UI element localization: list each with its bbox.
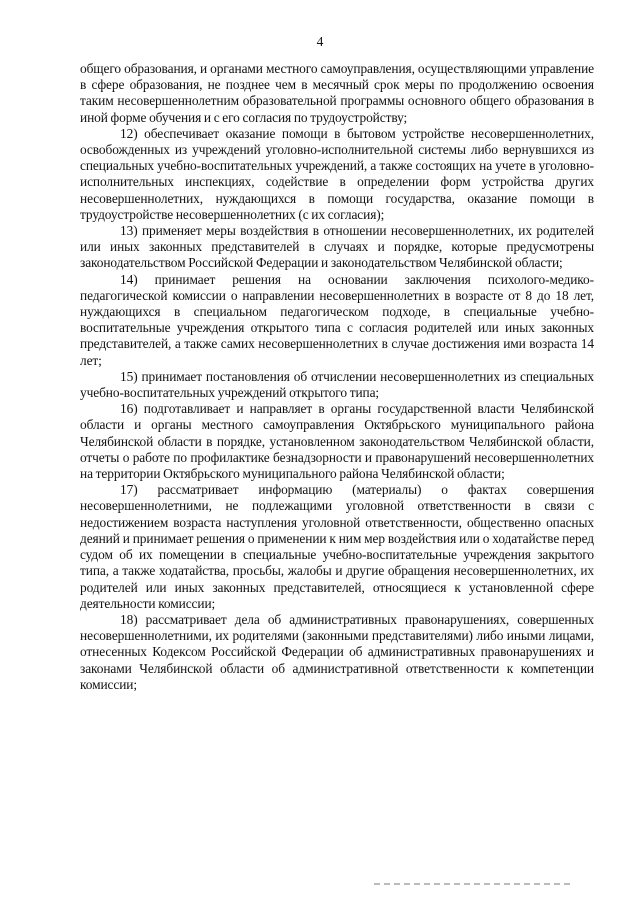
paragraph-item-17: 17) рассматривает информацию (материалы) о фактах совершения несовершеннолетними, не подлежащими уголовной ответственности в связи с недостижением возраста наступления уголовной ответственности, общественно опасных деяний и принимает решения о применении к ним мер воздействия или о ходатайстве перед судом об их помещении в специальные учебно-воспитательные учреждения закрытого типа, а также ходатайства, просьбы, жалобы и другие обращения несовершеннолетних, их родителей или иных законных представителей, относящиеся к установленной сфере деятельности комиссии; [80, 482, 594, 611]
paragraph-item-12: 12) обеспечивает оказание помощи в бытовом устройстве несовершеннолетних, освобожденных из учреждений уголовно-исполнительной системы либо вернувшихся из специальных учебно-воспитательных учреждений, а также состоящих на учете в уголовно-исполнительных инспекциях, содействие в определении форм устройства других несовершеннолетних, нуждающихся в помощи государства, оказание помощи в трудоустройстве несовершеннолетних (с их согласия); [80, 125, 594, 222]
document-body [80, 61, 594, 693]
scan-artifact-line [374, 883, 572, 885]
page-number: 4 [316, 34, 324, 49]
paragraph-item-14: 14) принимает решения на основании заключения психолого-медико-педагогической комиссии о направлении несовершеннолетних в возрасте от 8 до 18 лет, нуждающихся в специальном педагогическом подходе, в специальные учебно-воспитательные учреждения открытого типа с согласия родителей или иных законных представителей, а также самих несовершеннолетних в случае достижения ими возраста 14 лет; [80, 271, 594, 368]
paragraph-item-18: 18) рассматривает дела об административных правонарушениях, совершенных несовершеннолетними, их родителями (законными представителями) либо иными лицами, отнесенных Кодексом Российской Федерации об административных правонарушениях и законами Челябинской области об административной ответственности к компетенции комиссии; [80, 611, 594, 692]
paragraph-item-16: 16) подготавливает и направляет в органы государственной власти Челябинской области и органы местного самоуправления Октябрьского муниципального района Челябинской области в порядке, установленном законодательством Челябинской области, отчеты о работе по профилактике безнадзорности и правонарушений несовершеннолетних на территории Октябрьского муниципального района Челябинской области; [80, 401, 594, 482]
paragraph-item-15: 15) принимает постановления об отчислении несовершеннолетних из специальных учебно-воспитательных учреждений открытого типа; [80, 368, 594, 401]
paragraph-continuation: общего образования, и органами местного самоуправления, осуществляющими управление в сфере образования, не позднее чем в месячный срок меры по продолжению освоения таким несовершеннолетним образовательной программы основного общего образования в иной форме обучения и с его согласия по трудоустройству; [80, 61, 594, 125]
paragraph-item-13: 13) применяет меры воздействия в отношении несовершеннолетних, их родителей или иных законных представителей в случаях и порядке, которые предусмотрены законодательством Российской Федерации и законодательством Челябинской области; [80, 223, 594, 271]
